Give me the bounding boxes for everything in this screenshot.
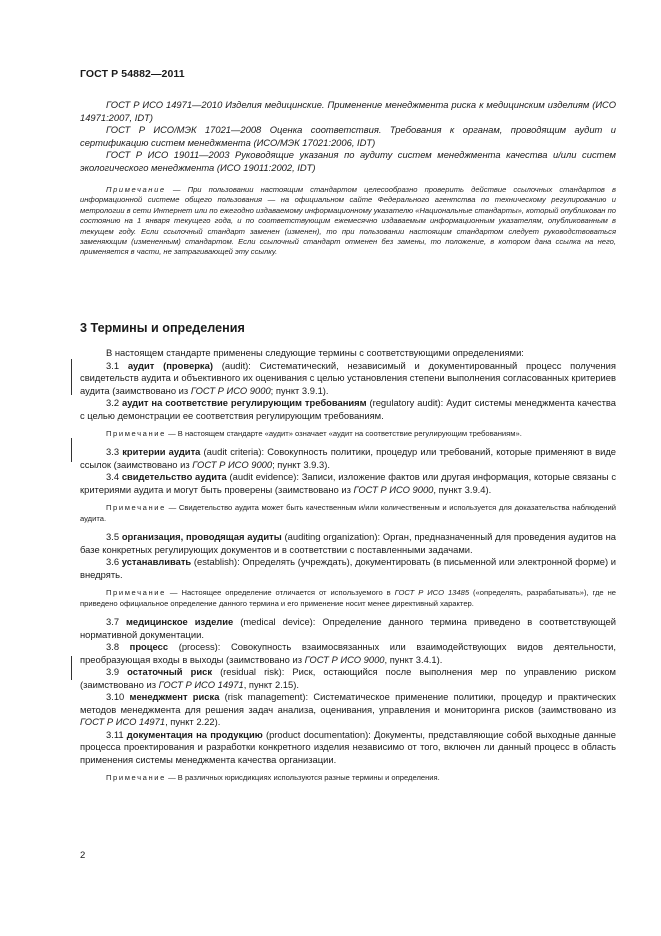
term-name: организация, проводящая аудиты [121, 531, 282, 543]
note-3-11: Примечание — В различных юрисдикциях используются разные термины и определения. [106, 773, 440, 783]
reference-item: ГОСТ Р ИСО/МЭК 17021—2008 Оценка соответствия. Требования к органам, проводящим аудит и сертификацию систем менеджмента (ИСО/МЭК 17021:2006, IDT) [80, 124, 616, 148]
change-bar [71, 359, 72, 395]
term-name: медицинское изделие [126, 616, 234, 628]
term-3-10: 3.10 менеджмент риска (risk management): Систематическое применение политики, процедур и практических методов менеджмента для решения задач анализа, оценивания, управления и мониторинга рисков (заимствовано из ГОСТ Р ИСО 14971, пункт 2.22). [80, 691, 616, 728]
term-name: устанавливать [121, 556, 192, 568]
term-3-4: 3.4 свидетельство аудита (audit evidence): Записи, изложение фактов или другая информация, которые связаны с критериями аудита и могут быть проверены (заимствовано из ГОСТ Р ИСО 9000, пункт 3.9.4). [80, 471, 617, 495]
standard-ref: ГОСТ Р ИСО 9000 [190, 384, 271, 396]
note-3-2: Примечание — В настоящем стандарте «аудит» означает «аудит на соответствие регулирующим требованиям». [106, 429, 522, 438]
reference-item: ГОСТ Р ИСО 19011—2003 Руководящие указания по аудиту систем менеджмента качества и/или систем экологического менеджмента (ИСО 19011:2002, IDT) [80, 149, 616, 173]
term-name: аудит (проверка) [127, 359, 213, 371]
standard-ref: ГОСТ Р ИСО 9000 [353, 483, 434, 495]
note-label: Примечание [106, 588, 166, 598]
term-3-9: 3.9 остаточный риск (residual risk): Риск, остающийся после выполнения мер по управлению риском (заимствовано из ГОСТ Р ИСО 14971, пункт 2.15). [80, 666, 616, 690]
term-3-8: 3.8 процесс (process): Совокупность взаимосвязанных или взаимодействующих видов деятельности, преобразующая входы в выходы (заимствовано из ГОСТ Р ИСО 9000, пункт 3.4.1). [80, 641, 616, 665]
note-references [80, 185, 616, 258]
note-label: Примечание [106, 503, 166, 513]
note-label: Примечание [106, 185, 166, 194]
term-name: остаточный риск [127, 666, 213, 678]
term-3-11: 3.11 документация на продукцию (product documentation): Документы, представляющие собой выходные данные процесса проектирования и разработки конкретного изделия независимо от того, включен ли данный процесс в область применения системы менеджмента качества организации. [80, 728, 617, 765]
term-name: менеджмент риска [129, 691, 220, 703]
standard-ref: ГОСТ Р ИСО 13485 [394, 588, 470, 598]
normative-references [80, 99, 616, 175]
standard-ref: ГОСТ Р ИСО 9000 [192, 458, 273, 470]
note-3-4: Примечание — Свидетельство аудита может быть качественным и/или количественным и используется для доказательства наблюдений аудита. [80, 503, 616, 523]
change-bar [71, 438, 72, 462]
note-3-6: Примечание — Настоящее определение отличается от используемого в ГОСТ Р ИСО 13485 («определять, разрабатывать»), где не приведено официальное определение данного термина и его применение носит менее директивный характер. [80, 588, 616, 608]
standard-ref: ГОСТ Р ИСО 9000 [304, 653, 385, 665]
term-name: свидетельство аудита [121, 471, 227, 483]
note-text: — При пользовании настоящим стандартом целесообразно проверить действие ссылочных стандартов в информационной системе общего пользования — на официальном сайте Федерального агентства по техническому регулированию и метрологии в сети Интернет или по ежегодно издаваемому информационному указателю «Национальные стандарты», который опубликован по состоянию на 1 января текущего года, и по соответствующим ежемесячно издаваемым информационным указателям, опубликованным в текущем году. Если ссылочный стандарт заменен (изменен), то при пользовании настоящим стандартом следует руководствоваться заменяющим (измененным) стандартом. Если ссылочный стандарт отменен без замены, то положение, в котором дана ссылка на него, применяется в части, не затрагивающей эту ссылку. [80, 185, 616, 257]
section-title: 3 Термины и определения [80, 321, 245, 335]
document-header: ГОСТ Р 54882—2011 [80, 68, 185, 80]
standard-ref: ГОСТ Р ИСО 14971 [158, 678, 244, 690]
term-3-3: 3.3 критерии аудита (audit criteria): Совокупность политики, процедур или требований, которые применяют в виде ссылок (заимствовано из ГОСТ Р ИСО 9000; пункт 3.9.3). [80, 446, 617, 470]
term-3-5: 3.5 организация, проводящая аудиты (auditing organization): Орган, предназначенный для проведения аудитов на базе конкретных регулирующих документов и в соответствии с поставленными задачами. [80, 531, 616, 555]
note-label: Примечание [106, 429, 166, 438]
term-3-6: 3.6 устанавливать (establish): Определять (учреждать), документировать (в письменной или электронной форме) и внедрять. [80, 556, 617, 580]
term-name: процесс [129, 641, 169, 653]
term-3-1: 3.1 аудит (проверка) (audit): Систематический, независимый и документированный процесс получения свидетельств аудита и объективного их оценивания с целью установления степени выполнения согласованных критериев аудита (заимствовано из ГОСТ Р ИСО 9000; пункт 3.9.1). [80, 359, 616, 396]
term-name: аудит на соответствие регулирующим требованиям [121, 397, 367, 408]
reference-item: ГОСТ Р ИСО 14971—2010 Изделия медицинские. Применение менеджмента риска к медицинским изделиям (ИСО 14971:2007, IDT) [80, 99, 616, 123]
change-bar [71, 656, 72, 680]
term-name: критерии аудита [122, 446, 201, 458]
standard-ref: ГОСТ Р ИСО 14971 [80, 716, 166, 728]
page-number: 2 [80, 850, 86, 861]
term-name: документация на продукцию [126, 728, 263, 740]
term-3-2: 3.2 аудит на соответствие регулирующим требованиям (regulatory audit): Аудит системы менеджмента качества с целью демонстрации ее соответствия регулирующим требованиям. [80, 397, 617, 421]
section-body [80, 347, 616, 790]
note-label: Примечание [106, 773, 166, 783]
term-3-7: 3.7 медицинское изделие (medical device): Определение данного термина приведено в соответствующей нормативной документации. [80, 616, 616, 640]
section-intro: В настоящем стандарте применены следующие термины с соответствующими определениями: [106, 347, 524, 358]
